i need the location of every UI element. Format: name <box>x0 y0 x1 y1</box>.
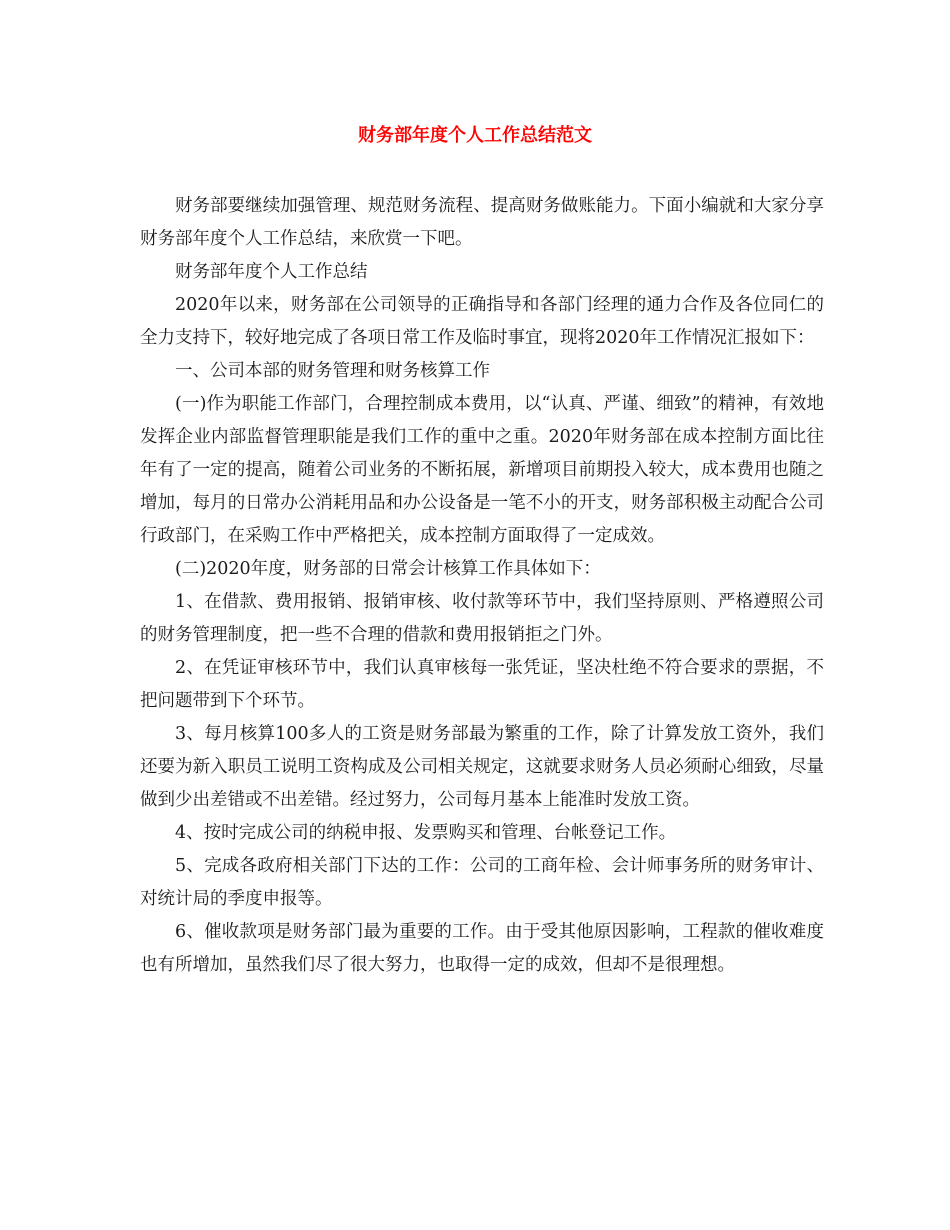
document-body <box>140 190 824 982</box>
section-heading-1: 一、公司本部的财务管理和财务核算工作 <box>175 361 490 381</box>
paragraph-cost-control: (一)作为职能工作部门，合理控制成本费用，以“认真、严谨、细致”的精神，有效地发挥企业内部监督管理职能是我们工作的重中之重。2020年财务部在成本控制方面比往年有了一定的提高，随着公司业务的不断拓展，新增项目前期投入较大，成本费用也随之增加，每月的日常办公消耗用品和办公设备是一笔不小的开支，财务部积极主动配合公司行政部门，在采购工作中严格把关，成本控制方面取得了一定成效。 <box>140 394 824 546</box>
paragraph-intro: 财务部要继续加强管理、规范财务流程、提高财务做账能力。下面小编就和大家分享财务部年度个人工作总结，来欣赏一下吧。 <box>140 196 824 249</box>
list-item-5: 5、完成各政府相关部门下达的工作：公司的工商年检、会计师事务所的财务审计、对统计局的季度申报等。 <box>140 856 824 909</box>
list-item-4: 4、按时完成公司的纳税申报、发票购买和管理、台帐登记工作。 <box>175 823 677 843</box>
list-item-3: 3、每月核算100多人的工资是财务部最为繁重的工作，除了计算发放工资外，我们还要为新入职员工说明工资构成及公司相关规定，这就要求财务人员必须耐心细致，尽量做到少出差错或不出差错。经过努力，公司每月基本上能准时发放工资。 <box>140 724 824 810</box>
list-item-6: 6、催收款项是财务部门最为重要的工作。由于受其他原因影响，工程款的催收难度也有所增加，虽然我们尽了很大努力，也取得一定的成效，但却不是很理想。 <box>140 922 824 975</box>
paragraph-overview: 2020年以来，财务部在公司领导的正确指导和各部门经理的通力合作及各位同仁的全力支持下，较好地完成了各项日常工作及临时事宜，现将2020年工作情况汇报如下： <box>140 295 824 348</box>
list-item-2: 2、在凭证审核环节中，我们认真审核每一张凭证，坚决杜绝不符合要求的票据，不把问题带到下个环节。 <box>140 658 824 711</box>
paragraph-accounting-heading: (二)2020年度，财务部的日常会计核算工作具体如下： <box>175 559 601 579</box>
paragraph-subtitle: 财务部年度个人工作总结 <box>175 262 368 282</box>
list-item-1: 1、在借款、费用报销、报销审核、收付款等环节中，我们坚持原则、严格遵照公司的财务管理制度，把一些不合理的借款和费用报销拒之门外。 <box>140 592 824 645</box>
document-title: 财务部年度个人工作总结范文 <box>358 125 592 146</box>
